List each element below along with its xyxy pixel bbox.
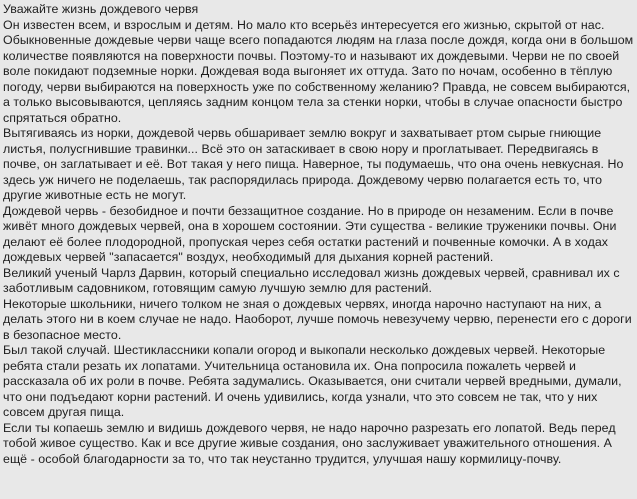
paragraph-feeding: Вытягиваясь из норки, дождевой червь обшаривает землю вокруг и захватывает ртом сырые гниющие листья, полусгнившие травинки... Всё это он затаскивает в свою нору и проглатывает. Передвигаясь в почве, он заглатывает и её. Вот такая у него пища. Наверное, ты подумаешь, что она очень невкусная. Но здесь уж ничего не поделаешь, так распорядилась природа. Дождевому червю полагается есть то, что другие животные есть не могут. bbox=[3, 126, 624, 202]
paragraph-darwin: Великий ученый Чарлз Дарвин, который специально исследовал жизнь дождевых червей, сравнивал их с заботливым садовником, готовящим самую лучшую землю для растений. bbox=[3, 265, 620, 295]
paragraph-soil-role: Дождевой червь - безобидное и почти беззащитное создание. Но в природе он незаменим. Если в почве живёт много дождевых червей, она в хорошем состоянии. Эти существа - великие труженики почвы. Они делают её более плодородной, пропуская через себя остатки растений и почвенные комочки. А в ходах дождевых червей "запасается" воздух, необходимый для дыхания корней растений. bbox=[3, 203, 617, 264]
paragraph-schoolchildren: Некоторые школьники, ничего толком не зная о дождевых червях, иногда нарочно наступают на них, а делать этого ни в коем случае не надо. Наоборот, лучше помочь невезучему червю, перенести его с дороги в безопасное место. bbox=[3, 296, 632, 342]
paragraph-after-rain: Обыкновенные дождевые черви чаще всего попадаются людям на глаза после дождя, когда они в большом количестве появляются на поверхности почвы. Поэтому-то и называют их дождевыми. Черви не по своей воле покидают подземные норки. Дождевая вода выгоняет их оттуда. Зато по ночам, особенно в тёплую погоду, черви выбираются на поверхность уже по собственному желанию? Правда, не совсем выбираются, а только высовываются, цепляясь задним концом тела за стенки норки, чтобы в случае опасности быстро спрятаться обратно. bbox=[3, 33, 634, 125]
paragraph-conclusion: Если ты копаешь землю и видишь дождевого червя, не надо нарочно разрезать его лопатой. Ведь перед тобой живое существо. Как и все другие живые создания, оно заслуживает уважительного отношения. А ещё - особой благодарности за то, что так неустанно трудится, улучшая нашу кормилицу-почву. bbox=[3, 420, 616, 466]
paragraph-story: Был такой случай. Шестиклассники копали огород и выкопали несколько дождевых червей. Некоторые ребята стали резать их лопатами. Учительница остановила их. Она попросила пожалеть червей и рассказала об их роли в почве. Ребята задумались. Оказывается, они считали червей вредными, думали, что они подъедают корни растений. И очень удивились, когда узнали, что это совсем не так, что у них совсем другая пища. bbox=[3, 343, 622, 419]
document-title: Уважайте жизнь дождевого червя bbox=[3, 2, 199, 16]
paragraph-intro: Он известен всем, и взрослым и детям. Но мало кто всерьёз интересуется его жизнью, скрытой от нас. bbox=[3, 17, 605, 32]
